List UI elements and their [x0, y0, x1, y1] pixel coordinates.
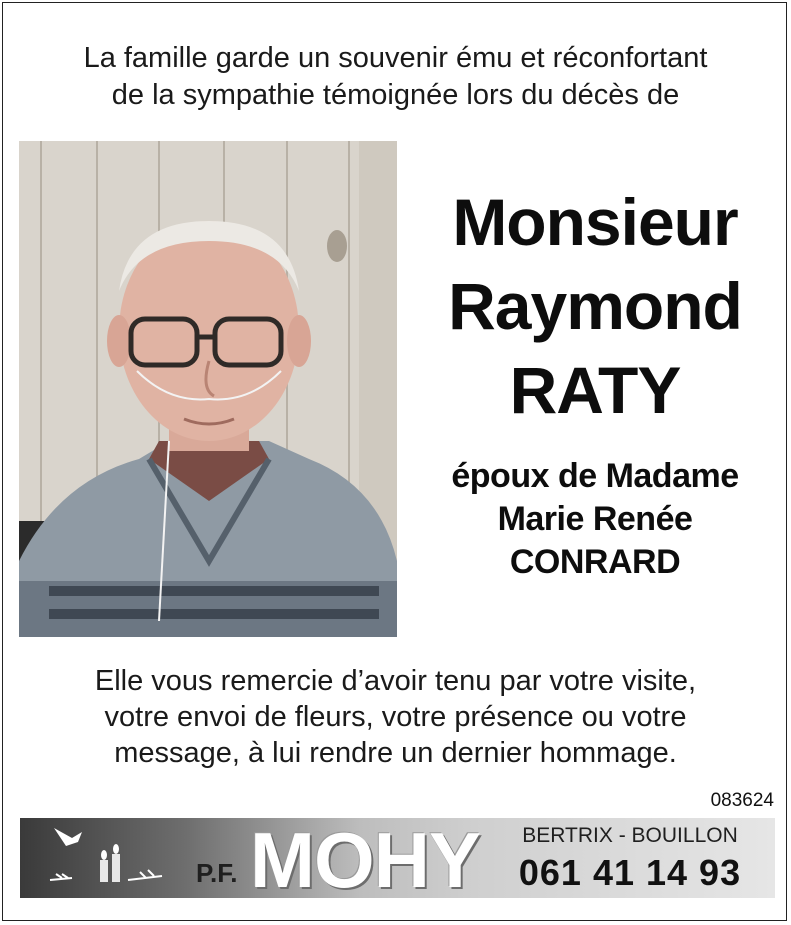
- thanks-text: [0, 663, 791, 771]
- funeral-home-locations: BERTRIX - BOUILLON: [522, 824, 738, 847]
- reference-number: 083624: [710, 790, 774, 811]
- spouse-line-3: CONRARD: [509, 543, 681, 581]
- portrait-illustration: [19, 141, 397, 637]
- thanks-line-3: message, à lui rendre un dernier hommage.: [114, 737, 677, 769]
- pf-prefix: P.F.: [196, 858, 238, 888]
- funeral-home-name: MOHY: [250, 818, 480, 898]
- deceased-last-name: RATY: [509, 353, 681, 427]
- funeral-home-banner: [20, 818, 775, 898]
- funeral-home-phone: 061 41 14 93: [518, 852, 742, 893]
- spouse-line-1: époux de Madame: [451, 457, 739, 495]
- thanks-line-2: votre envoi de fleurs, votre présence ou votre: [104, 701, 687, 733]
- portrait-photo: [19, 141, 397, 637]
- intro-line-1: La famille garde un souvenir ému et réconfortant: [83, 42, 708, 74]
- thanks-line-1: Elle vous remercie d’avoir tenu par votre visite,: [94, 665, 697, 697]
- deceased-name: [410, 180, 780, 432]
- spouse-line-2: Marie Renée: [497, 500, 693, 538]
- spouse-info: [410, 455, 780, 584]
- dove-candles-icon: [32, 820, 192, 896]
- deceased-title: Monsieur: [452, 185, 738, 259]
- intro-line-2: de la sympathie témoignée lors du décès de: [111, 79, 680, 111]
- intro-text: [0, 40, 791, 114]
- deceased-first-name: Raymond: [448, 269, 742, 343]
